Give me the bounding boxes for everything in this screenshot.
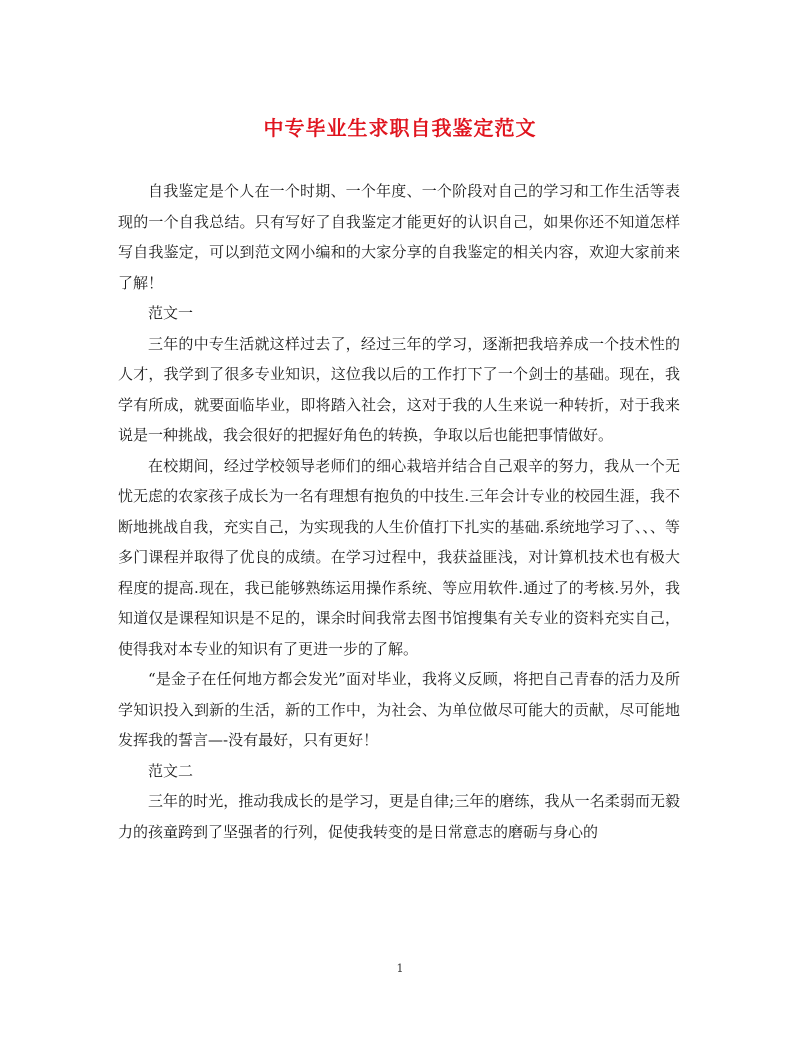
example-one-paragraph-2: 在校期间，经过学校领导老师们的细心栽培并结合自己艰辛的努力，我从一个无忧无虑的农家孩子成长为一名有理想有抱负的中技生.三年会计专业的校园生涯，我不断地挑战自我，充实自己，为实现我的人生价值打下扎实的基础.系统地学习了、、、等多门课程并取得了优良的成绩。在学习过程中，我获益匪浅，对计算机技术也有极大程度的提高.现在，我已能够熟练运用操作系统、等应用软件.通过了的考核.另外，我知道仅是课程知识是不足的，课余时间我常去图书馆搜集有关专业的资料充实自己，使得我对本专业的知识有了更进一步的了解。 [118,456,680,658]
example-one-paragraph-1: 三年的中专生活就这样过去了，经过三年的学习，逐渐把我培养成一个技术性的人才，我学到了很多专业知识，这位我以后的工作打下了一个剑士的基础。现在，我学有所成，就要面临毕业，即将踏入社会，这对于我的人生来说一种转折，对于我来说是一种挑战，我会很好的把握好角色的转换，争取以后也能把事情做好。 [118,334,680,444]
document-body [118,176,680,847]
document-title: 中专毕业生求职自我鉴定范文 [263,116,537,140]
example-two-paragraph-1: 三年的时光，推动我成长的是学习，更是自律;三年的磨练，我从一名柔弱而无毅力的孩童跨到了坚强者的行列，促使我转变的是日常意志的磨砺与身心的 [118,792,680,841]
section-heading-example-two: 范文二 [148,761,194,780]
page-number: 1 [396,962,404,975]
example-one-paragraph-3: “是金子在任何地方都会发光”面对毕业，我将义反顾，将把自己青春的活力及所学知识投入到新的生活，新的工作中，为社会、为单位做尽可能大的贡献，尽可能地发挥我的誓言—-没有最好，只有更好！ [118,670,680,749]
section-heading-example-one: 范文一 [148,304,194,322]
intro-paragraph: 自我鉴定是个人在一个时期、一个年度、一个阶段对自己的学习和工作生活等表现的一个自我总结。只有写好了自我鉴定才能更好的认识自己，如果你还不知道怎样写自我鉴定，可以到范文网小编和的大家分享的自我鉴定的相关内容，欢迎大家前来了解！ [118,182,680,292]
